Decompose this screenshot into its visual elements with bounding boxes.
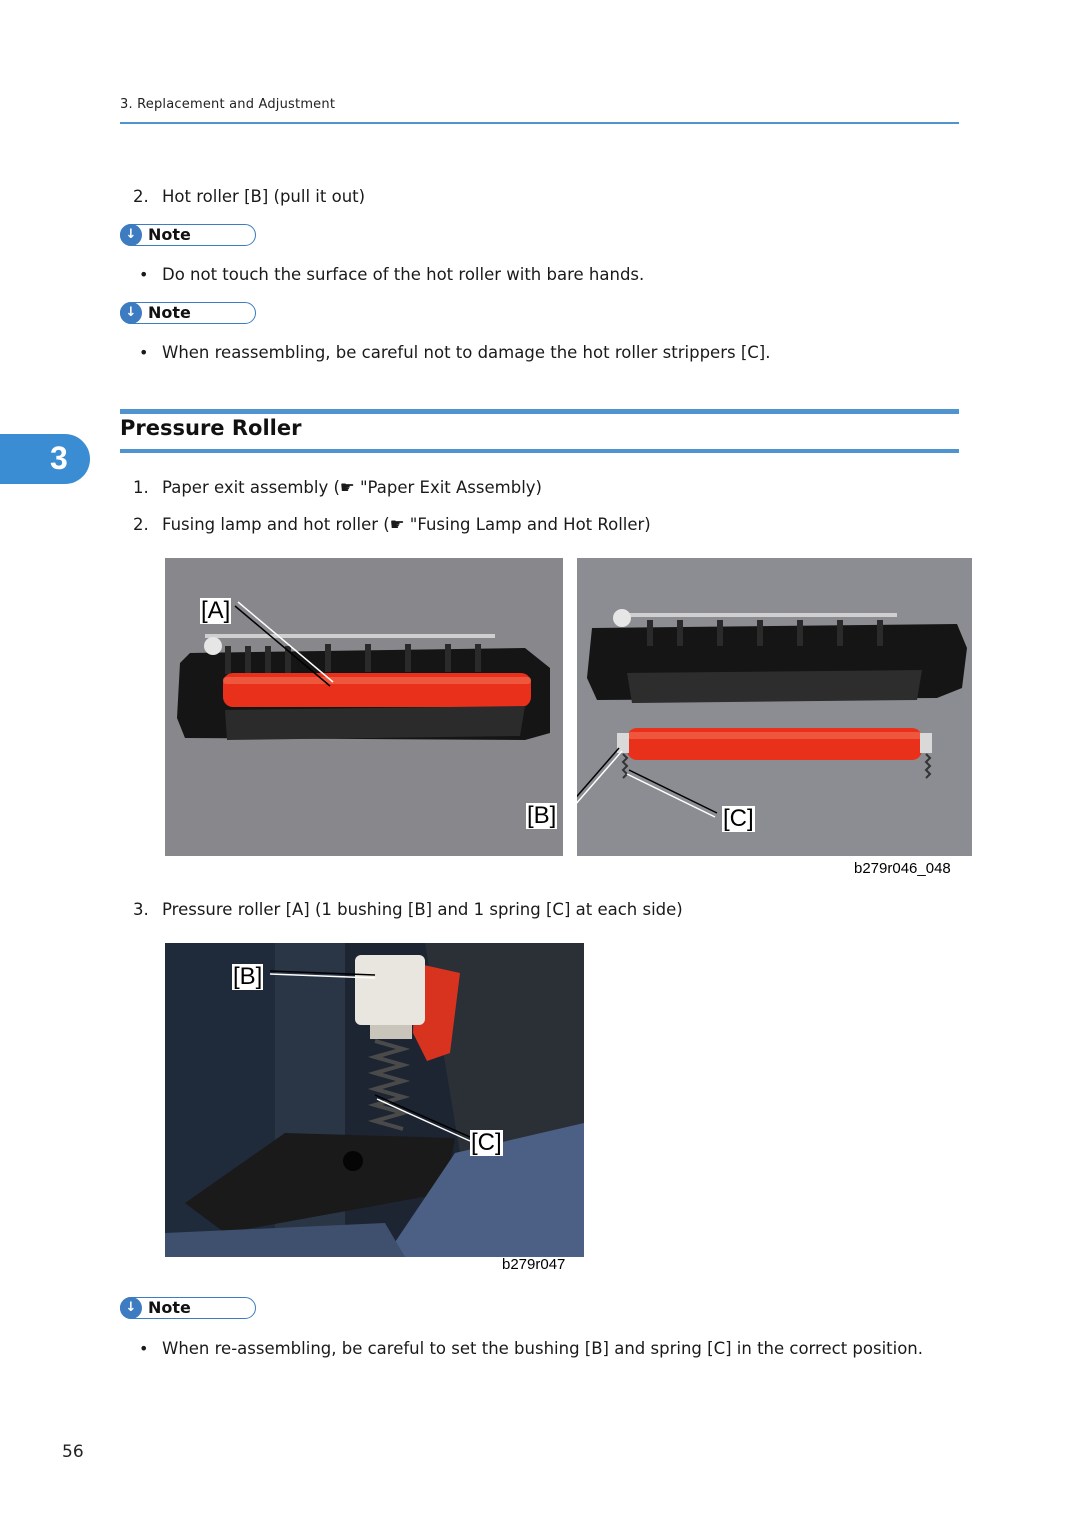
callout-b: [B] xyxy=(527,802,557,829)
note-label: Note xyxy=(148,225,191,244)
header-rule xyxy=(120,122,959,124)
figure-id: b279r046_048 xyxy=(854,860,951,877)
note-badge xyxy=(120,224,256,246)
down-arrow-icon: ↓ xyxy=(120,1297,142,1319)
bullet-icon: • xyxy=(139,265,149,284)
note-badge xyxy=(120,1297,256,1319)
chapter-tab xyxy=(0,434,90,484)
callout-c: [C] xyxy=(723,805,754,832)
step-text: Hot roller [B] (pull it out) xyxy=(162,187,366,206)
down-arrow-icon: ↓ xyxy=(120,224,142,246)
page-number: 56 xyxy=(62,1442,84,1462)
note-text: Do not touch the surface of the hot roller with bare hands. xyxy=(162,265,645,284)
bullet-icon: • xyxy=(139,343,149,362)
section-rule-top xyxy=(120,409,959,414)
section-rule-bottom xyxy=(120,449,959,453)
chapter-number: 3 xyxy=(50,440,68,476)
step-number: 1. xyxy=(133,478,149,497)
step-text: Fusing lamp and hot roller (☛ "Fusing Lamp and Hot Roller) xyxy=(162,515,651,534)
step-text: Paper exit assembly (☛ "Paper Exit Assembly) xyxy=(162,478,542,497)
callout-a: [A] xyxy=(201,597,231,624)
note-label: Note xyxy=(148,1298,191,1317)
callout-c: [C] xyxy=(471,1129,502,1156)
running-header: 3. Replacement and Adjustment xyxy=(120,97,336,112)
step-number: 2. xyxy=(133,187,149,206)
figure-id: b279r047 xyxy=(502,1256,566,1273)
photo-bushing-spring xyxy=(165,943,584,1257)
section-title: Pressure Roller xyxy=(120,416,302,440)
step-number: 2. xyxy=(133,515,149,534)
note-label: Note xyxy=(148,303,191,322)
callout-b: [B] xyxy=(233,963,263,990)
step-text: Pressure roller [A] (1 bushing [B] and 1 spring [C] at each side) xyxy=(162,900,683,919)
down-arrow-icon: ↓ xyxy=(120,302,142,324)
photo-pressure-roller-removed xyxy=(577,558,972,856)
step-number: 3. xyxy=(133,900,149,919)
bullet-icon: • xyxy=(139,1339,149,1358)
note-text: When reassembling, be careful not to damage the hot roller strippers [C]. xyxy=(162,343,771,362)
note-badge xyxy=(120,302,256,324)
note-text: When re-assembling, be careful to set the bushing [B] and spring [C] in the correct position. xyxy=(162,1339,924,1358)
